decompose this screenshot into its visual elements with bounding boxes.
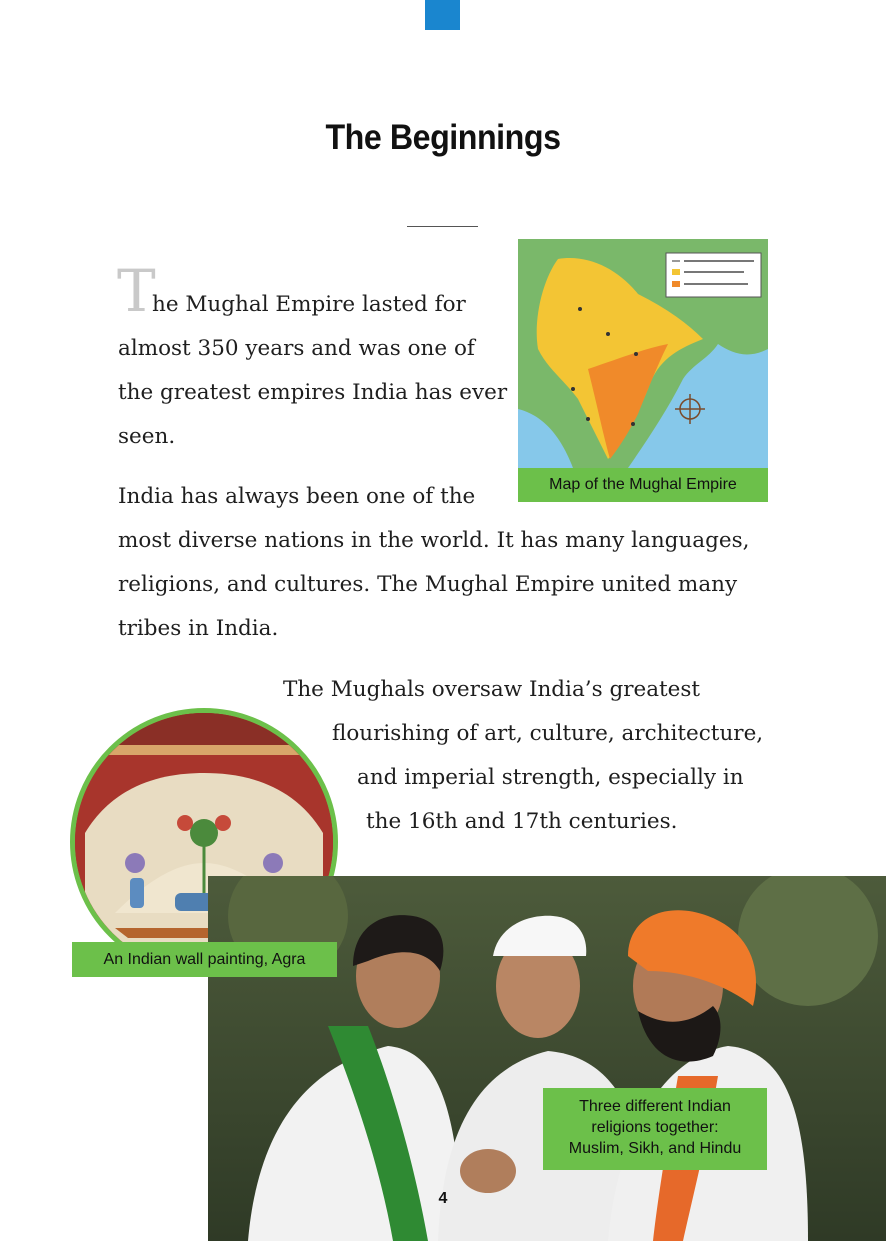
drop-cap: T: [117, 257, 156, 325]
diversity-line-2: most diverse nations in the world. It has many languages,: [118, 528, 750, 553]
photo-caption-line-3: Muslim, Sikh, and Hindu: [568, 1140, 742, 1157]
map-caption: Map of the Mughal Empire: [518, 468, 768, 502]
diversity-line-3: religions, and cultures. The Mughal Empire united many: [118, 572, 738, 597]
flourishing-line-1: The Mughals oversaw India’s greatest: [283, 677, 701, 702]
photo-caption-line-2: religions together:: [591, 1119, 719, 1136]
intro-line-1: he Mughal Empire lasted for: [152, 292, 466, 317]
flourishing-line-4: the 16th and 17th centuries.: [366, 809, 678, 834]
three-men-photo: [208, 876, 886, 1241]
diversity-line-1: India has always been one of the: [118, 484, 476, 509]
flourishing-line-2: flourishing of art, culture, architecture,: [332, 721, 764, 746]
photo-caption-line-1: Three different Indian: [579, 1098, 731, 1115]
page-number: 4: [438, 1190, 448, 1207]
diversity-line-4: tribes in India.: [118, 616, 279, 641]
intro-line-4: seen.: [118, 424, 176, 449]
intro-line-3: the greatest empires India has ever: [118, 380, 508, 405]
intro-line-2: almost 350 years and was one of: [118, 336, 475, 361]
mughal-empire-map: [518, 239, 768, 468]
map-figure: [518, 239, 768, 502]
title-divider: [407, 226, 478, 227]
photo-caption: [543, 1088, 767, 1170]
flourishing-line-3: and imperial strength, especially in: [357, 765, 744, 790]
page-title: The Beginnings: [325, 118, 561, 157]
intro-paragraph-rest: [118, 327, 507, 459]
top-accent-square: [425, 0, 460, 30]
wall-painting-caption: An Indian wall painting, Agra: [72, 942, 337, 977]
